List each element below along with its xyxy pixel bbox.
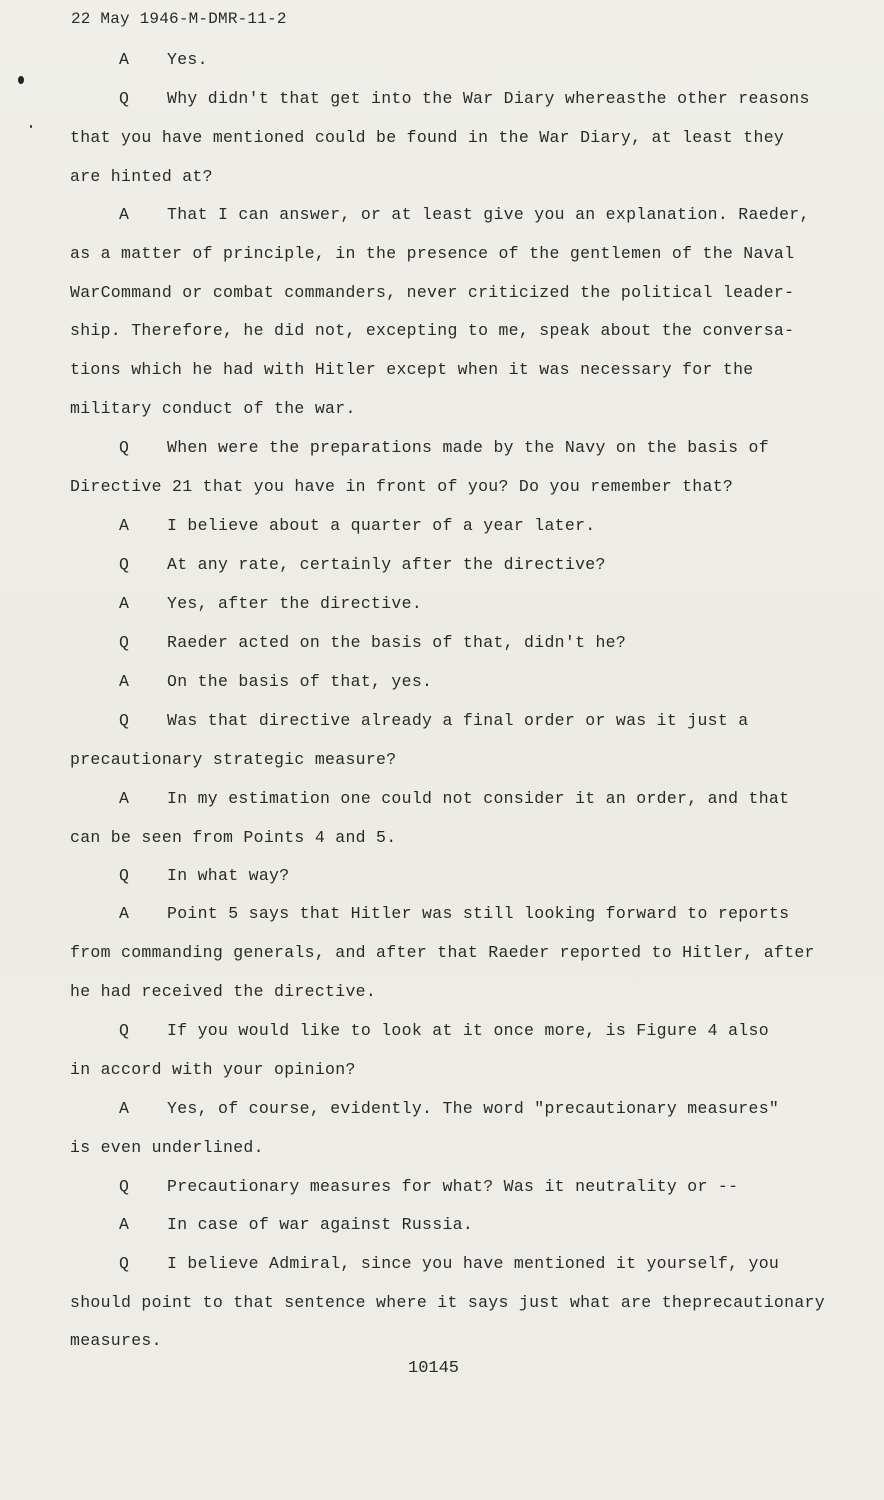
testimony-line: When were the preparations made by the Navy on the basis of [167,438,769,457]
speaker-label: Q [119,89,129,108]
testimony-continuation-line: ship. Therefore, he did not, excepting to me, speak about the conversa- [70,321,795,340]
speaker-label: Q [119,438,129,457]
speaker-label: A [119,672,129,691]
speaker-label: A [119,789,129,808]
testimony-continuation-line: WarCommand or combat commanders, never criticized the political leader- [70,283,795,302]
speaker-label: A [119,1099,129,1118]
testimony-line: If you would like to look at it once more, is Figure 4 also [167,1021,769,1040]
testimony-continuation-line: can be seen from Points 4 and 5. [70,828,397,847]
speaker-label: A [119,1215,129,1234]
speaker-label: Q [119,711,129,730]
testimony-continuation-line: is even underlined. [70,1138,264,1157]
testimony-continuation-line: Directive 21 that you have in front of you? Do you remember that? [70,477,734,496]
testimony-line: Was that directive already a final order or was it just a [167,711,749,730]
ink-speck [30,125,32,128]
testimony-continuation-line: are hinted at? [70,167,213,186]
speaker-label: Q [119,866,129,885]
testimony-continuation-line: tions which he had with Hitler except when it was necessary for the [70,360,754,379]
testimony-line: That I can answer, or at least give you an explanation. Raeder, [167,205,810,224]
testimony-continuation-line: from commanding generals, and after that Raeder reported to Hitler, after [70,943,815,962]
speaker-label: Q [119,1254,129,1273]
testimony-line: In my estimation one could not consider it an order, and that [167,789,790,808]
page-number: 10145 [408,1359,460,1378]
speaker-label: A [119,594,129,613]
testimony-line: Yes, of course, evidently. The word "precautionary measures" [167,1099,780,1118]
ink-speck [18,76,24,84]
testimony-line: Why didn't that get into the War Diary whereasthe other reasons [167,89,810,108]
testimony-line: Point 5 says that Hitler was still looking forward to reports [167,904,790,923]
speaker-label: Q [119,555,129,574]
testimony-line: On the basis of that, yes. [167,672,433,691]
testimony-continuation-line: precautionary strategic measure? [70,750,397,769]
testimony-line: At any rate, certainly after the directive? [167,555,606,574]
testimony-continuation-line: should point to that sentence where it says just what are theprecautionary [70,1293,825,1312]
speaker-label: Q [119,1177,129,1196]
testimony-continuation-line: as a matter of principle, in the presence of the gentlemen of the Naval [70,244,795,263]
speaker-label: A [119,904,129,923]
testimony-continuation-line: that you have mentioned could be found in the War Diary, at least they [70,128,785,147]
testimony-line: Yes, after the directive. [167,594,423,613]
testimony-line: Precautionary measures for what? Was it neutrality or -- [167,1177,739,1196]
testimony-line: In case of war against Russia. [167,1215,474,1234]
speaker-label: A [119,50,129,69]
speaker-label: Q [119,633,129,652]
testimony-line: In what way? [167,866,290,885]
document-reference: 22 May 1946-M-DMR-11-2 [71,10,287,28]
testimony-line: I believe Admiral, since you have mentioned it yourself, you [167,1254,780,1273]
speaker-label: A [119,516,129,535]
speaker-label: A [119,205,129,224]
testimony-line: Yes. [167,50,208,69]
testimony-line: I believe about a quarter of a year later. [167,516,596,535]
speaker-label: Q [119,1021,129,1040]
testimony-continuation-line: measures. [70,1331,162,1350]
testimony-continuation-line: in accord with your opinion? [70,1060,356,1079]
testimony-continuation-line: military conduct of the war. [70,399,356,418]
testimony-continuation-line: he had received the directive. [70,982,377,1001]
testimony-line: Raeder acted on the basis of that, didn't he? [167,633,627,652]
